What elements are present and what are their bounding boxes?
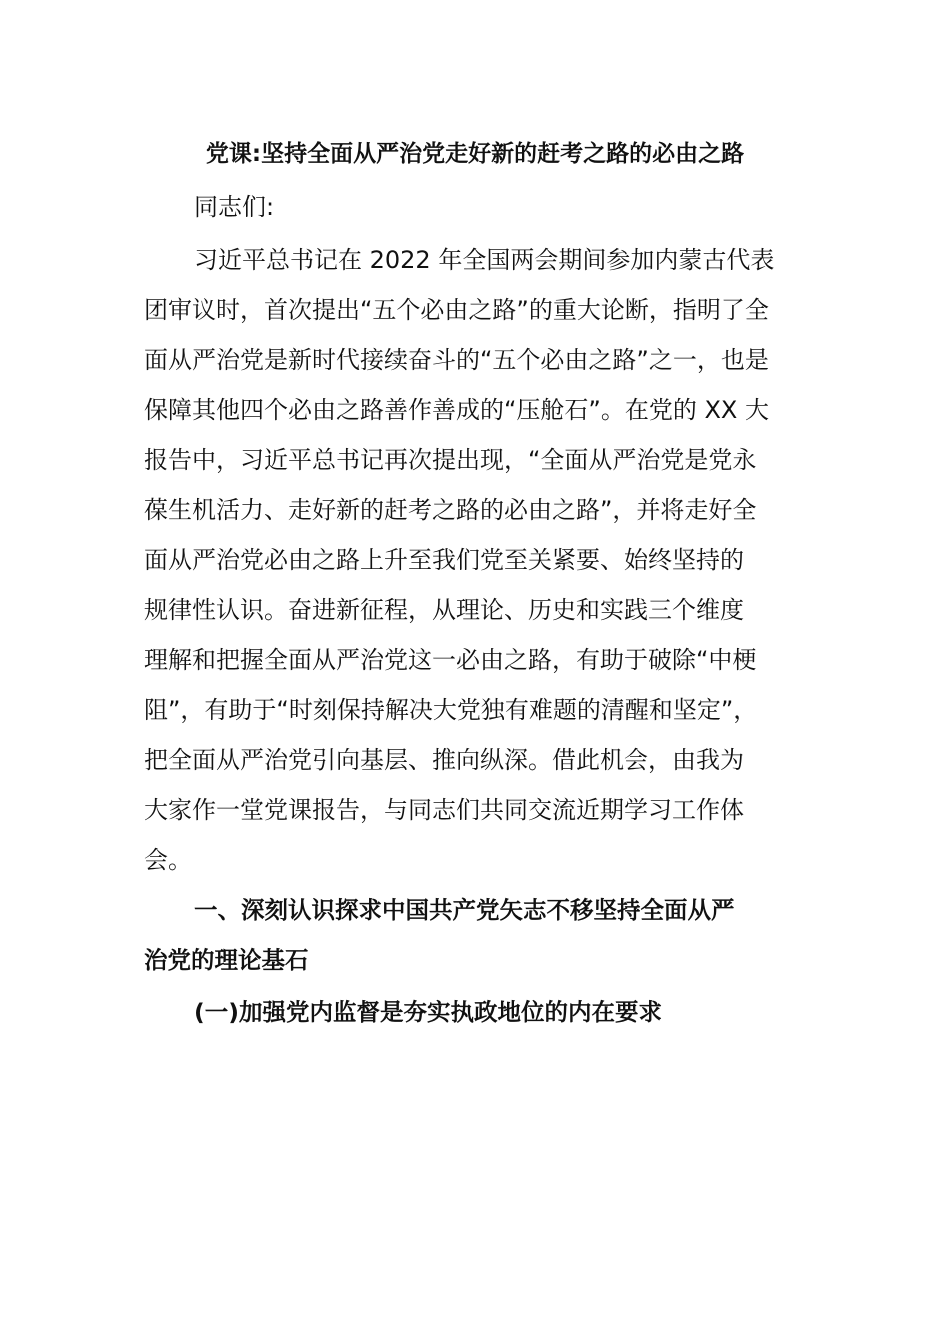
paragraph-line: 葆生机活力、走好新的赶考之路的必由之路”，并将走好全 (144, 496, 757, 524)
paragraph-line: 报告中，习近平总书记再次提出现，“全面从严治党是党永 (144, 446, 757, 474)
paragraph-1 (144, 240, 814, 890)
paragraph-line: 大家作一堂党课报告，与同志们共同交流近期学习工作体 (144, 796, 744, 824)
document-title: 党课:坚持全面从严治党走好新的赶考之路的必由之路 (205, 141, 745, 167)
paragraph-line: 保障其他四个必由之路善作善成的“压舱石”。在党的 XX 大 (144, 396, 770, 424)
section-heading-1 (144, 890, 814, 990)
section-heading-line: 一、深刻认识探求中国共产党矢志不移坚持全面从严 (194, 896, 735, 924)
paragraph-line: 理解和把握全面从严治党这一必由之路，有助于破除“中梗 (144, 646, 757, 674)
paragraph-line: 把全面从严治党引向基层、推向纵深。借此机会，由我为 (144, 746, 744, 774)
paragraph-line: 规律性认识。奋进新征程，从理论、历史和实践三个维度 (144, 596, 744, 624)
subsection-heading-1: (一)加强党内监督是夯实执政地位的内在要求 (194, 998, 662, 1026)
salutation: 同志们: (194, 193, 275, 221)
paragraph-line: 阻”，有助于“时刻保持解决大党独有难题的清醒和坚定”， (144, 696, 758, 724)
paragraph-line: 习近平总书记在 2022 年全国两会期间参加内蒙古代表 (194, 246, 775, 274)
paragraph-line: 团审议时，首次提出“五个必由之路”的重大论断，指明了全 (144, 296, 769, 324)
section-heading-line: 治党的理论基石 (144, 946, 309, 974)
paragraph-line: 面从严治党必由之路上升至我们党至关紧要、始终坚持的 (144, 546, 744, 574)
paragraph-line: 会。 (144, 846, 192, 874)
paragraph-line: 面从严治党是新时代接续奋斗的“五个必由之路”之一，也是 (144, 346, 769, 374)
